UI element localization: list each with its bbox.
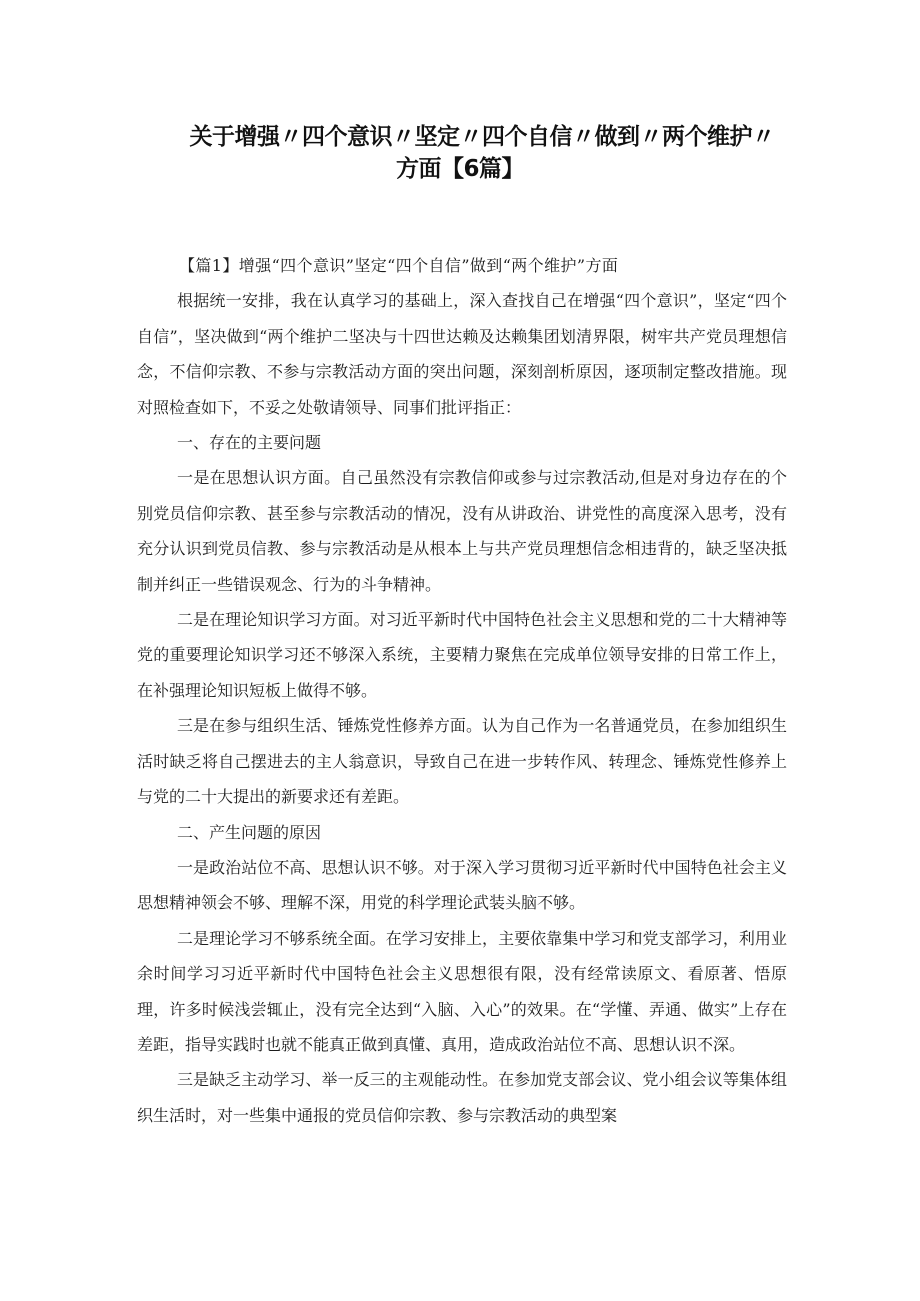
- paragraph-intro: 根据统一安排，我在认真学习的基础上，深入查找自己在增强“四个意识”，坚定“四个自信”，坚决做到“两个维护二坚决与十四世达赖及达赖集团划清界限，树牢共产党员理想信念，不信仰宗教、不参与宗教活动方面的突出问题，深刻剖析原因，逐项制定整改措施。现对照检查如下，不妥之处敬请领导、同事们批评指正：: [137, 291, 787, 417]
- paragraph-cause-2: 二是理论学习不够系统全面。在学习安排上，主要依靠集中学习和党支部学习，利用业余时间学习习近平新时代中国特色社会主义思想很有限，没有经常读原文、看原著、悟原理，许多时候浅尝辄止，没有完全达到“入脑、入心”的效果。在“学懂、弄通、做实”上存在差距，指导实践时也就不能真正做到真懂、真用，造成政治站位不高、思想认识不深。: [137, 928, 787, 1054]
- paragraph-cause-1: 一是政治站位不高、思想认识不够。对于深入学习贯彻习近平新时代中国特色社会主义思想精神领会不够、理解不深，用党的科学理论武装头脑不够。: [137, 857, 787, 913]
- paragraph-problem-1: 一是在思想认识方面。自己虽然没有宗教信仰或参与过宗教活动,但是对身边存在的个别党员信仰宗教、甚至参与宗教活动的情况，没有从讲政治、讲党性的高度深入思考，没有充分认识到党员信教、参与宗教活动是从根本上与共产党员理想信念相违背的，缺乏坚决抵制并纠正一些错误观念、行为的斗争精神。: [137, 468, 787, 594]
- section-heading-causes: 二、产生问题的原因: [177, 822, 322, 842]
- document-title-line-1: 关于增强〃四个意识〃坚定〃四个自信〃做到〃两个维护〃: [189, 124, 775, 150]
- paragraph-problem-2: 二是在理论知识学习方面。对习近平新时代中国特色社会主义思想和党的二十大精神等党的重要理论知识学习还不够深入系统，主要精力聚焦在完成单位领导安排的日常工作上，在补强理论知识短板上做得不够。: [137, 610, 787, 700]
- paragraph-problem-3: 三是在参与组织生活、锤炼党性修养方面。认为自己作为一名普通党员，在参加组织生活时缺乏将自己摆进去的主人翁意识，导致自己在进一步转作风、转理念、锤炼党性修养上与党的二十大提出的新要求还有差距。: [137, 716, 787, 807]
- section-heading-problems: 一、存在的主要问题: [177, 433, 322, 453]
- document-title-line-2: 方面【6篇】: [395, 156, 524, 182]
- chapter-heading: 【篇1】增强“四个意识”坚定“四个自信”做到“两个维护”方面: [179, 256, 619, 275]
- document-body: [137, 248, 787, 1133]
- paragraph-cause-3: 三是缺乏主动学习、举一反三的主观能动性。在参加党支部会议、党小组会议等集体组织生活时，对一些集中通报的党员信仰宗教、参与宗教活动的典型案: [137, 1070, 787, 1125]
